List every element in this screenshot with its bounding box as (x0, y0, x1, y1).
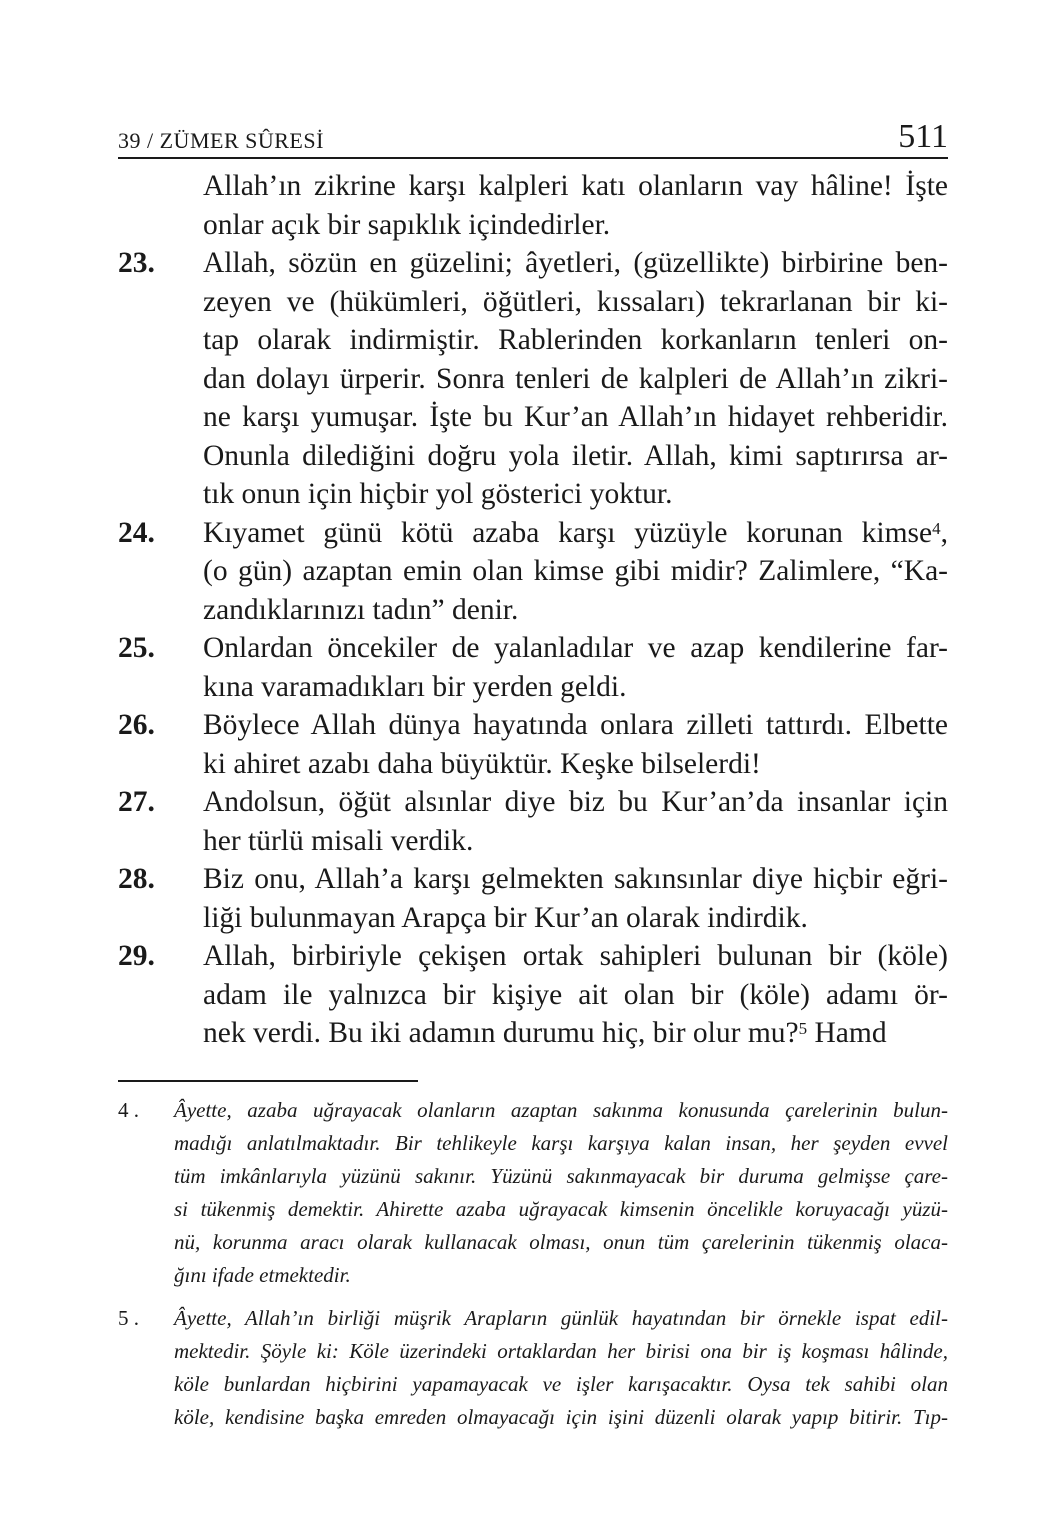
footnote-line-text: madığı anlatılmaktadır. Bir tehlikeyle karşı karşıya kalan insan, her şeyden evvel (174, 1131, 948, 1155)
verse-line (118, 976, 948, 1015)
verse-line-text: Allah, sözün en güzelini; âyetleri, (güzellikte) birbirine ben- (203, 247, 948, 279)
verse-line-text: onlar açık bir sapıklık içindedirler. (203, 208, 611, 241)
verse-line (118, 668, 948, 707)
verse-line-text: ne karşı yumuşar. İşte bu Kur’an Allah’ın hidayet rehberidir. (203, 401, 948, 433)
page-number: 511 (898, 118, 948, 155)
footnote-line (118, 1127, 948, 1160)
footnote-line-text: tüm imkânlarıyla yüzünü sakınır. Yüzünü sakınmayacak bir duruma gelmişse çare- (174, 1164, 948, 1188)
verse-line (118, 591, 948, 630)
verse-line-text: Andolsun, öğüt alsınlar diye biz bu Kur’an’da insanlar için (203, 786, 948, 818)
verse-line-text: Kıyamet günü kötü azaba karşı yüzüyle korunan kimse$^4$, (203, 516, 948, 549)
verse-number: 27. (118, 786, 155, 818)
verse-line (118, 206, 948, 245)
footnote-line (118, 1259, 948, 1292)
footnote-line-text: köle bunlardan hiçbirini yapamayacak ve işler karışacaktır. Oysa tek sahibi olan (174, 1372, 948, 1396)
verse-line (118, 514, 948, 553)
verse-line (118, 552, 948, 591)
footnote-line (118, 1401, 948, 1434)
footnote-line (118, 1094, 948, 1127)
verse-line-text: Onlardan öncekiler de yalanladılar ve azap kendilerine far- (203, 632, 948, 664)
verse-line-text: zeyen ve (hükümleri, öğütleri, kıssaları) tekrarlanan bir ki- (203, 285, 948, 318)
verse-line (118, 860, 948, 899)
verse-line (118, 783, 948, 822)
verse-line (118, 706, 948, 745)
footnote-line (118, 1368, 948, 1401)
verse-line-text: ki ahiret azabı daha büyüktür. Keşke bilselerdi! (203, 747, 761, 780)
verse-line (118, 283, 948, 322)
verse-line-text: nek verdi. Bu iki adamın durumu hiç, bir olur mu?$^5$ Hamd (203, 1017, 887, 1049)
verse-line (118, 360, 948, 399)
header-rule (118, 157, 948, 159)
verse-line-text: kına varamadıkları bir yerden geldi. (203, 670, 627, 703)
footnote-line-text: Âyette, azaba uğrayacak olanların azaptan sakınma konusunda çarelerinin bulun- (174, 1098, 948, 1122)
verse-line-text: Allah’ın zikrine karşı kalpleri katı olanların vay hâline! İşte (203, 170, 948, 202)
verse-line (118, 745, 948, 784)
verse-line-text: adam ile yalnızca bir kişiye ait olan bir (köle) adamı ör- (203, 978, 948, 1011)
verse-number: 24. (118, 516, 155, 549)
verse-line (118, 822, 948, 861)
footnote-mark[interactable]: 5 (798, 1019, 808, 1038)
verse-line (118, 244, 948, 283)
footnote-line (118, 1226, 948, 1259)
footnote-line-text: mektedir. Şöyle ki: Köle üzerindeki ortaklardan her birisi ona bir iş koşması hâlinde, (174, 1339, 948, 1363)
verse-line-text: Allah, birbiriyle çekişen ortak sahipleri bulunan bir (köle) (203, 940, 948, 972)
verse-line-text: tık onun için hiçbir yol gösterici yoktur. (203, 478, 673, 510)
footnote-line (118, 1160, 948, 1193)
verse-line (118, 398, 948, 437)
footnote-rule (118, 1080, 418, 1082)
running-head: 39 / ZÜMER SÛRESİ (118, 128, 324, 153)
footnote-number: 4 . (118, 1098, 139, 1122)
footnote-line (118, 1335, 948, 1368)
footnote-line-text: ğını ifade etmektedir. (174, 1263, 351, 1287)
footnote-line-text: Âyette, Allah’ın birliği müşrik Arapların günlük hayatından bir örnekle ispat edil- (174, 1306, 948, 1330)
verse-line-text: (o gün) azaptan emin olan kimse gibi midir? Zalimlere, “Ka- (203, 555, 948, 587)
footnote-number: 5 . (118, 1306, 139, 1330)
verse-line-text: liği bulunmayan Arapça bir Kur’an olarak indirdik. (203, 901, 808, 934)
verse-number: 26. (118, 709, 155, 741)
verse-text (118, 167, 948, 1053)
verse-line-text: Böylece Allah dünya hayatında onlara zilleti tattırdı. Elbette (203, 709, 948, 741)
footnote-mark[interactable]: 4 (932, 518, 941, 538)
verse-number: 25. (118, 632, 155, 664)
footnote-line-text: si tükenmiş demektir. Ahirette azaba uğrayacak kimsenin öncelikle koruyacağı yüzü- (174, 1197, 948, 1221)
verse-line-text: Onunla dilediğini doğru yola iletir. Allah, kimi saptırırsa ar- (203, 439, 948, 472)
verse-line (118, 899, 948, 938)
verse-line-text: Biz onu, Allah’a karşı gelmekten sakınsınlar diye hiçbir eğri- (203, 863, 948, 895)
verse-line-text: tap olarak indirmiştir. Rablerinden korkanların tenleri on- (203, 324, 948, 356)
verse-line-text: zandıklarınızı tadın” denir. (203, 593, 519, 626)
verse-number: 28. (118, 863, 155, 895)
footnote-line (118, 1302, 948, 1335)
verse-line (118, 629, 948, 668)
verse-line (118, 1014, 948, 1053)
footnote-line-text: köle, kendisine başka emreden olmayacağı için işini düzenli olarak yapıp bitirir. Tıp- (174, 1405, 948, 1429)
verse-line-text: her türlü misali verdik. (203, 824, 474, 857)
verse-number: 23. (118, 247, 155, 279)
verse-line (118, 437, 948, 476)
verse-number: 29. (118, 940, 155, 972)
verse-line (118, 937, 948, 976)
footnotes (118, 1094, 948, 1434)
footnote-line (118, 1193, 948, 1226)
verse-line (118, 475, 948, 514)
verse-line (118, 321, 948, 360)
verse-line (118, 167, 948, 206)
footnote-line-text: nü, korunma aracı olarak kullanacak olması, onun tüm çarelerinin tükenmiş olaca- (174, 1230, 948, 1254)
verse-line-text: dan dolayı ürperir. Sonra tenleri de kalpleri de Allah’ın zikri- (203, 362, 948, 395)
page-header (118, 112, 948, 158)
